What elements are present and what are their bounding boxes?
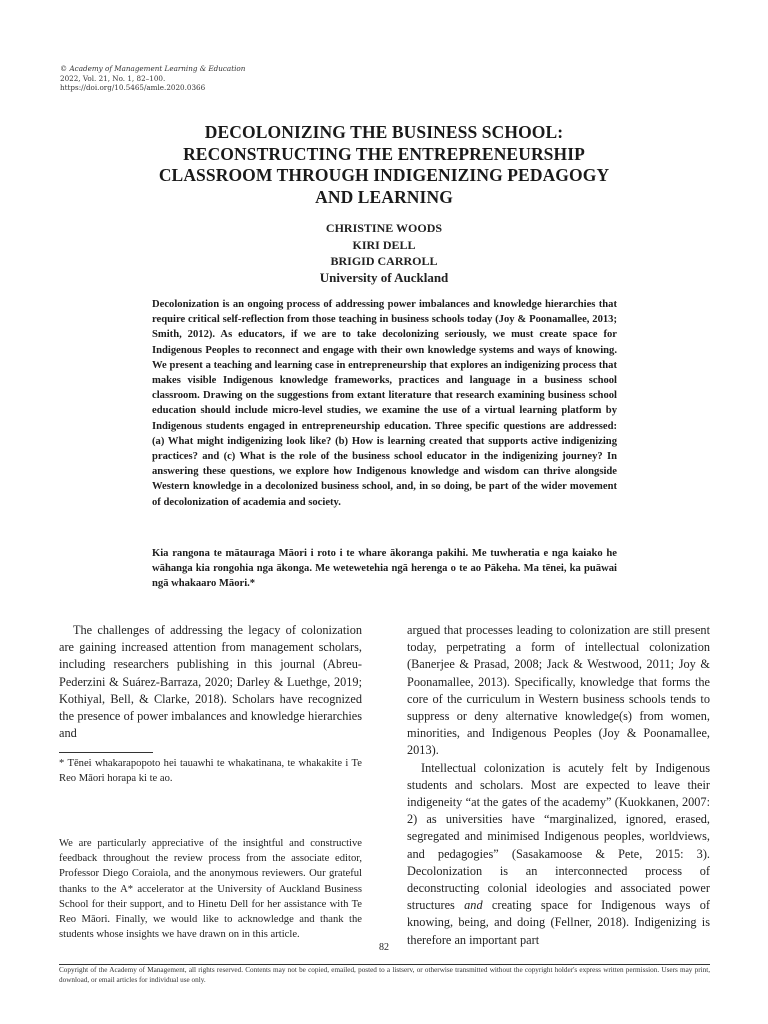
maori-abstract: Kia rangona te mātauraga Māori i roto i te whare ākoranga pakihi. Me tuwheratia e nga kaiako he wāhanga kia rongohia nga ākonga. Me wetewetehia ngā herenga o te ao Pākeha. Ma tēnei, ka puāwai ngā whakaaro Māori.* [152, 548, 617, 590]
body-right-column [407, 622, 710, 949]
body-text: creating space for Indigenous ways of knowing, being, and doing (Fellner, 2018). Indigenizing is therefore an important part [407, 898, 710, 947]
author-name: CHRISTINE WOODS [325, 221, 443, 235]
footnote-acknowledgements: We are particularly appreciative of the insightful and constructive feedback throughout the review process from the associate editor, Professor Diego Coraiola, and the anonymous reviewers. Our grateful thanks to the A* accelerator at the University of Auckland Business School for their support, and to Hinetu Dell for her assistance with Te Reo Māori. Finally, we would like to acknowledge and thank the students whose insights we have drawn on in this article. [59, 838, 362, 941]
title-line: DECOLONIZING THE BUSINESS SCHOOL: [204, 122, 564, 142]
doi-link[interactable]: https://doi.org/10.5465/amle.2020.0366 [60, 83, 206, 93]
body-paragraph: The challenges of addressing the legacy of colonization are gaining increased attention from management scholars, including researchers publishing in this journal (Abreu-Pederzini & Suárez-Barraza, 2020; Darley & Luethge, 2019; Kothiyal, Bell, & Clarke, 2018). Scholars have recognized the presence of power imbalances and knowledge hierarchies and [59, 623, 362, 741]
footnote-maori: * Tēnei whakarapopoto hei tauawhi te whakatinana, te whakakite i Te Reo Māori horapa ki te ao. [59, 758, 362, 785]
journal-name: © Academy of Management Learning & Education [60, 64, 246, 73]
title-line: CLASSROOM THROUGH INDIGENIZING PEDAGOGY [158, 165, 610, 185]
footnote-divider [59, 752, 153, 753]
abstract-text: Decolonization is an ongoing process of addressing power imbalances and knowledge hierarchies that require critical self-reflection from those teaching in business schools today (Joy & Poonamallee, 2013; Smith, 2012). As educators, if we are to take decolonizing seriously, we must create space for Indigenous Peoples to reconnect and engage with their own knowledge systems and ways of knowing. We present a teaching and learning case in entrepreneurship that explores an indigenizing process that makes visible Indigenous knowledge frameworks, practices and language in a business school classroom. Drawing on the suggestions from extant literature that research examining business school education should include micro-level studies, we examine the use of a virtual learning platform by Indigenous students engaged in entrepreneurship education. Three specific questions are addressed: (a) What might indigenizing look like? (b) How is learning created that supports active indigenizing practices? and (c) What is the role of the business school educator in the indigenizing journey? In answering these questions, we explore how Indigenous knowledge and wisdom can thrive alongside Western knowledge in a decolonized business school, and, in so doing, be part of the wider movement of decolonization of academia and society. [152, 299, 617, 508]
body-paragraph: argued that processes leading to colonization are still present today, perpetrating a form of intellectual colonization (Banerjee & Prasad, 2008; Jack & Westwood, 2011; Joy & Poonamallee, 2013). Specifically, knowledge that forms the core of the curriculum in Western business schools tends to suppress or deny alternative knowledge(s) from women, minorities, and Indigenous Peoples (Joy & Poonamallee, 2013). [407, 623, 710, 758]
citation: 2022, Vol. 21, No. 1, 82–100. [60, 73, 166, 83]
author-block [60, 220, 708, 286]
title-line: AND LEARNING [315, 186, 453, 207]
title-line: RECONSTRUCTING THE ENTREPRENEURSHIP [183, 143, 585, 164]
body-left-column [59, 622, 362, 742]
body-text: Intellectual colonization is acutely felt by Indigenous students and scholars. Most are expected to leave their indigeneity “at the gates of the academy” (Kuokkanen, 2007: 2) as universities have “marginalized, ignored, erased, segregated and minimised Indigenous peoples, worldviews, and pedagogies” (Sasakamoose & Pete, 2015: 3). Decolonization is an interconnected process of deconstructing colonial ideologies and associated power structures [407, 760, 710, 913]
article-title [60, 122, 708, 208]
author-affiliation: University of Auckland [319, 269, 449, 285]
author-name: KIRI DELL [352, 237, 416, 252]
body-paragraph [407, 760, 710, 949]
emphasis-text: and [464, 898, 483, 913]
footer-divider [59, 964, 710, 965]
journal-header [60, 64, 245, 93]
page-number: 82 [379, 942, 389, 953]
footer-copyright: Copyright of the Academy of Management, all rights reserved. Contents may not be copied, emailed, posted to a listserv, or otherwise transmitted without the copyright holder's express written permission. Users may print, download, or email articles for individual use only. [59, 966, 710, 984]
author-name: BRIGID CARROLL [330, 254, 438, 268]
